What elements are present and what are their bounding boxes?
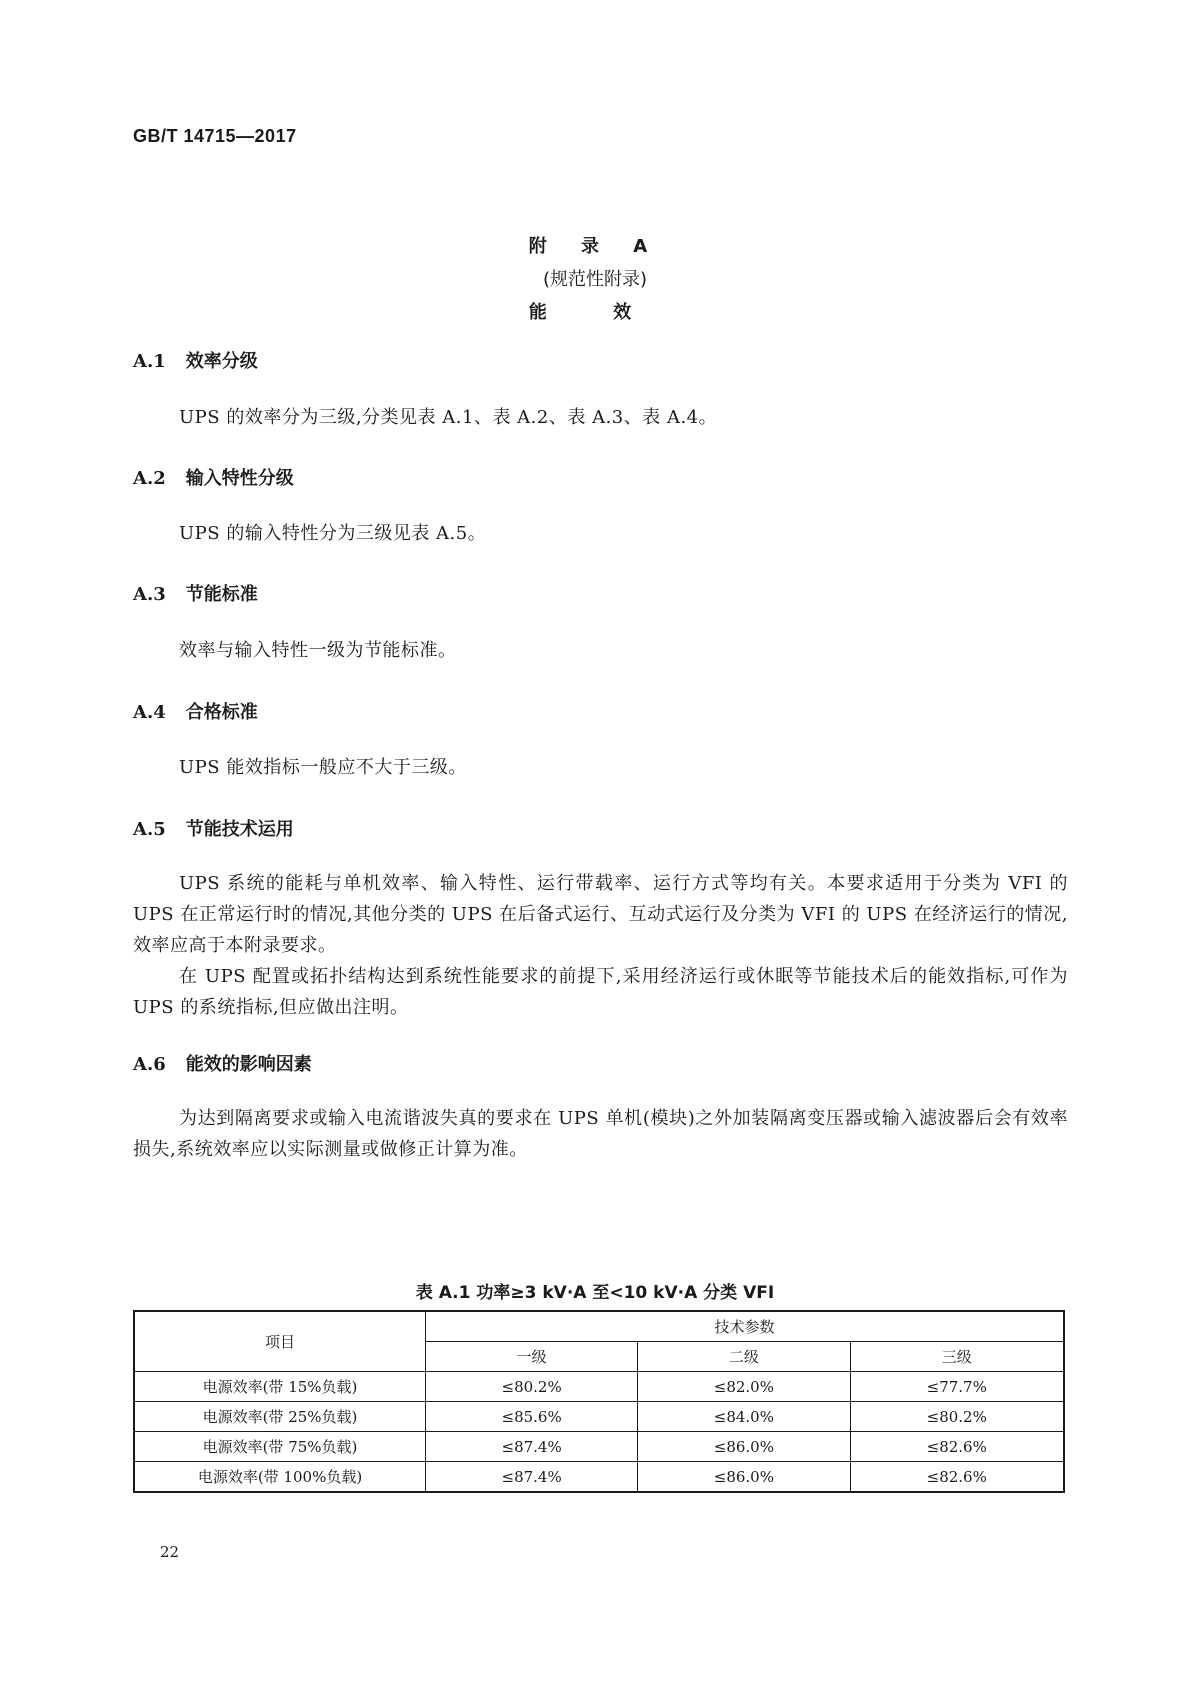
row-value: ≤86.0% — [638, 1432, 850, 1462]
section-title: 节能标准 — [185, 584, 258, 605]
row-value: ≤77.7% — [850, 1372, 1064, 1402]
section-number: A.5 — [133, 819, 166, 840]
appendix-title: 附 录 A — [528, 236, 662, 257]
section-title: 效率分级 — [185, 351, 258, 372]
row-value: ≤84.0% — [638, 1402, 850, 1432]
header-level: 一级 — [426, 1342, 638, 1372]
appendix-subject: 能 效 — [528, 302, 662, 323]
section-heading-a1 — [133, 347, 258, 373]
section-title: 合格标准 — [185, 702, 258, 723]
standard-number: GB/T 14715—2017 — [133, 126, 297, 146]
section-paragraph: UPS 能效指标一般应不大于三级。 — [179, 757, 467, 778]
section-heading-a2 — [133, 464, 294, 490]
row-value: ≤87.4% — [426, 1432, 638, 1462]
efficiency-table — [133, 1310, 1065, 1493]
section-number: A.2 — [133, 468, 166, 489]
section-paragraph: UPS 的输入特性分为三级见表 A.5。 — [179, 523, 487, 544]
section-number: A.4 — [133, 702, 166, 723]
row-item: 电源效率(带 15%负载) — [134, 1372, 426, 1402]
section-heading-a5 — [133, 815, 294, 841]
section-heading-a4 — [133, 698, 258, 724]
row-value: ≤82.6% — [850, 1432, 1064, 1462]
row-value: ≤80.2% — [850, 1402, 1064, 1432]
section-number: A.3 — [133, 584, 166, 605]
section-paragraph: 为达到隔离要求或输入电流谐波失真的要求在 UPS 单机(模块)之外加装隔离变压器或输入滤波器后会有效率损失,系统效率应以实际测量或做修正计算为准。 — [133, 1108, 1068, 1160]
section-number: A.6 — [133, 1054, 166, 1075]
section-paragraph: UPS 的效率分为三级,分类见表 A.1、表 A.2、表 A.3、表 A.4。 — [179, 407, 718, 428]
header-level: 二级 — [638, 1342, 850, 1372]
section-paragraph: 效率与输入特性一级为节能标准。 — [179, 640, 457, 661]
row-value: ≤80.2% — [426, 1372, 638, 1402]
table-row — [134, 1372, 1064, 1402]
row-item: 电源效率(带 25%负载) — [134, 1402, 426, 1432]
row-value: ≤87.4% — [426, 1462, 638, 1493]
row-item: 电源效率(带 100%负载) — [134, 1462, 426, 1493]
section-number: A.1 — [133, 351, 166, 372]
appendix-heading — [0, 230, 1190, 329]
section-paragraph: UPS 系统的能耗与单机效率、输入特性、运行带载率、运行方式等均有关。本要求适用于分类为 VFI 的 UPS 在正常运行时的情况,其他分类的 UPS 在后备式运行、互动式运行及分类为 VFI 的 UPS 在经济运行的情况,效率应高于本附录要求。 — [133, 873, 1068, 956]
table-header-row — [134, 1311, 1064, 1342]
table-row — [134, 1462, 1064, 1493]
row-value: ≤85.6% — [426, 1402, 638, 1432]
section-heading-a6 — [133, 1050, 312, 1076]
section-title: 输入特性分级 — [185, 468, 294, 489]
row-item: 电源效率(带 75%负载) — [134, 1432, 426, 1462]
page-number: 22 — [160, 1543, 180, 1561]
section-paragraph: 在 UPS 配置或拓扑结构达到系统性能要求的前提下,采用经济运行或休眠等节能技术后的能效指标,可作为 UPS 的系统指标,但应做出注明。 — [133, 966, 1068, 1018]
row-value: ≤86.0% — [638, 1462, 850, 1493]
table-caption: 表 A.1 功率≥3 kV·A 至<10 kV·A 分类 VFI — [415, 1283, 775, 1303]
table-row — [134, 1432, 1064, 1462]
header-level: 三级 — [850, 1342, 1064, 1372]
section-heading-a3 — [133, 580, 258, 606]
appendix-type: (规范性附录) — [542, 269, 648, 290]
section-title: 节能技术运用 — [185, 819, 294, 840]
table-row — [134, 1402, 1064, 1432]
row-value: ≤82.6% — [850, 1462, 1064, 1493]
header-group: 技术参数 — [426, 1311, 1065, 1342]
header-item: 项目 — [134, 1311, 426, 1372]
row-value: ≤82.0% — [638, 1372, 850, 1402]
section-title: 能效的影响因素 — [185, 1054, 312, 1075]
